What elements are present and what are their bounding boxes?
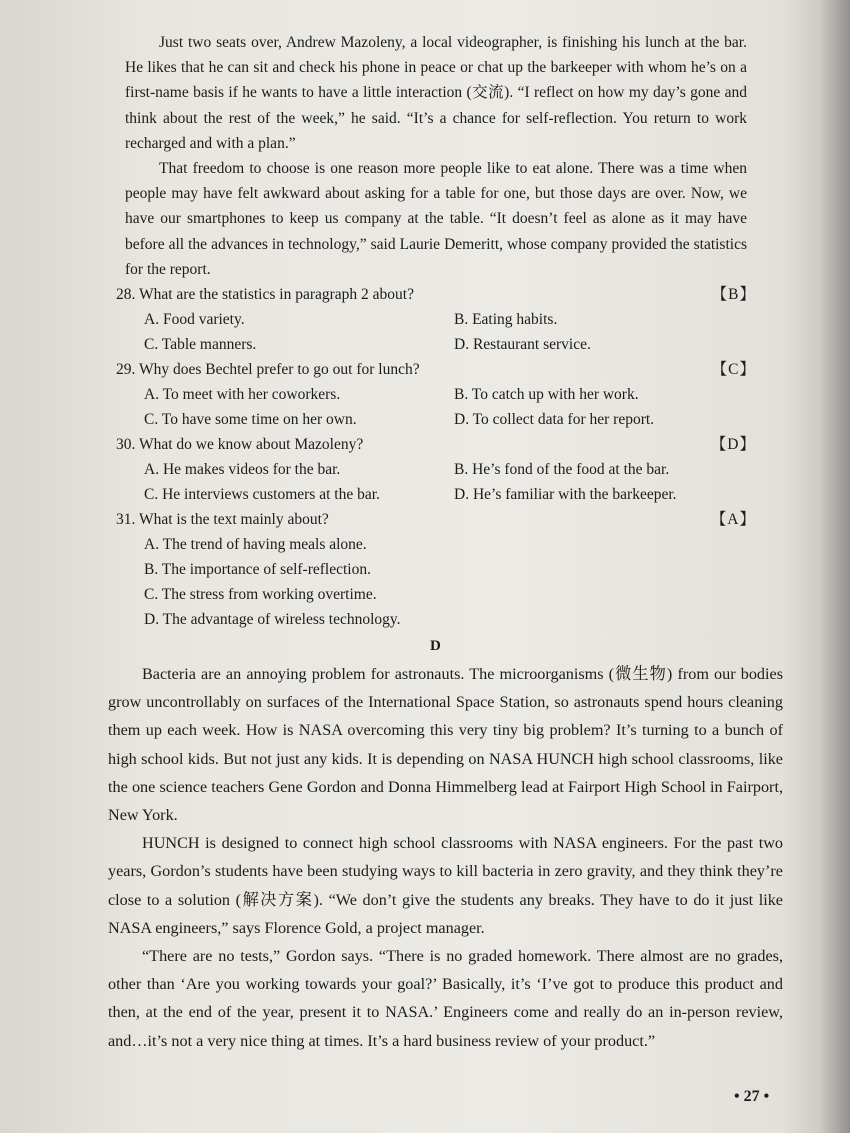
answer-key: 【B】	[711, 286, 756, 303]
question-stem: 30. What do we know about Mazoleny?	[116, 436, 364, 453]
option-d: D. The advantage of wireless technology.	[144, 611, 401, 628]
passage-d-paragraph-2: HUNCH is designed to connect high school classrooms with NASA engineers. For the past two years, Gordon’s students have been studying ways to kill bacteria in zero gravity, and they think they’re close to a solution (解决方案). “We don’t give the students any breaks. They have to do it just like NASA engineers,” says Florence Gold, a project manager.	[108, 834, 783, 937]
option-d: D. Restaurant service.	[454, 336, 591, 353]
option-row	[116, 382, 756, 407]
question-31	[116, 507, 756, 532]
question-stem: 29. Why does Bechtel prefer to go out for lunch?	[116, 361, 420, 378]
option-row	[116, 607, 756, 632]
option-c: C. He interviews customers at the bar.	[144, 486, 380, 503]
question-list	[116, 282, 756, 632]
option-c: C. The stress from working overtime.	[144, 586, 377, 603]
passage-c-paragraph-2: That freedom to choose is one reason more people like to eat alone. There was a time when people may have felt awkward about asking for a table for one, but those days are over. Now, we have our smartphones to keep us company at the table. “It doesn’t feel as alone as it may have before all the advances in technology,” said Laurie Demeritt, whose company provided the statistics for the report.	[125, 160, 747, 278]
option-row	[116, 532, 756, 557]
option-row	[116, 482, 756, 507]
option-a: A. The trend of having meals alone.	[144, 536, 367, 553]
passage-d-paragraph-1: Bacteria are an annoying problem for astronauts. The microorganisms (微生物) from our bodies grow uncontrollably on surfaces of the International Space Station, so astronauts spend hours cleaning them up each week. How is NASA overcoming this very tiny big problem? It’s turning to a bunch of high school kids. But not just any kids. It is depending on NASA HUNCH high school classrooms, like the one science teachers Gene Gordon and Donna Himmelberg lead at Fairport High School in Fairport, New York.	[108, 665, 783, 825]
option-b: B. Eating habits.	[454, 311, 558, 328]
option-a: A. Food variety.	[144, 311, 245, 328]
option-c: C. Table manners.	[144, 336, 257, 353]
answer-key: 【C】	[711, 361, 756, 378]
option-row	[116, 557, 756, 582]
option-row	[116, 307, 756, 332]
page-number: • 27 •	[734, 1088, 770, 1105]
question-29	[116, 357, 756, 382]
option-row	[116, 582, 756, 607]
option-row	[116, 457, 756, 482]
option-row	[116, 332, 756, 357]
passage-c-paragraph-1: Just two seats over, Andrew Mazoleny, a local videographer, is finishing his lunch at the bar. He likes that he can sit and check his phone in peace or chat up the barkeeper with whom he’s on a first-name basis if he wants to have a little interaction (交流). “I reflect on how my day’s gone and think about the rest of the week,” he said. “It’s a chance for self-reflection. You return to work recharged and with a plan.”	[125, 34, 747, 152]
option-b: B. To catch up with her work.	[454, 386, 639, 403]
option-c: C. To have some time on her own.	[144, 411, 357, 428]
option-a: A. He makes videos for the bar.	[144, 461, 341, 478]
question-stem: 31. What is the text mainly about?	[116, 511, 329, 528]
option-a: A. To meet with her coworkers.	[144, 386, 341, 403]
section-heading: D	[430, 638, 441, 654]
question-stem: 28. What are the statistics in paragraph 2 about?	[116, 286, 414, 303]
option-d: D. He’s familiar with the barkeeper.	[454, 486, 677, 503]
passage-d-paragraph-3: “There are no tests,” Gordon says. “There is no graded homework. There almost are no grades, other than ‘Are you working towards your goal?’ Basically, it’s ‘I’ve got to produce this product and then, at the end of the year, present it to NASA.’ Engineers come and really do an in-person review, and…it’s not a very nice thing at times. It’s a hard business review of your product.”	[108, 947, 783, 1050]
passage-d-text	[108, 660, 783, 1055]
option-b: B. He’s fond of the food at the bar.	[454, 461, 670, 478]
passage-c-text	[125, 30, 747, 282]
option-d: D. To collect data for her report.	[454, 411, 655, 428]
option-b: B. The importance of self-reflection.	[144, 561, 371, 578]
answer-key: 【D】	[710, 436, 756, 453]
page-edge-shadow	[820, 0, 850, 1133]
question-30	[116, 432, 756, 457]
option-row	[116, 407, 756, 432]
question-28	[116, 282, 756, 307]
answer-key: 【A】	[710, 511, 756, 528]
